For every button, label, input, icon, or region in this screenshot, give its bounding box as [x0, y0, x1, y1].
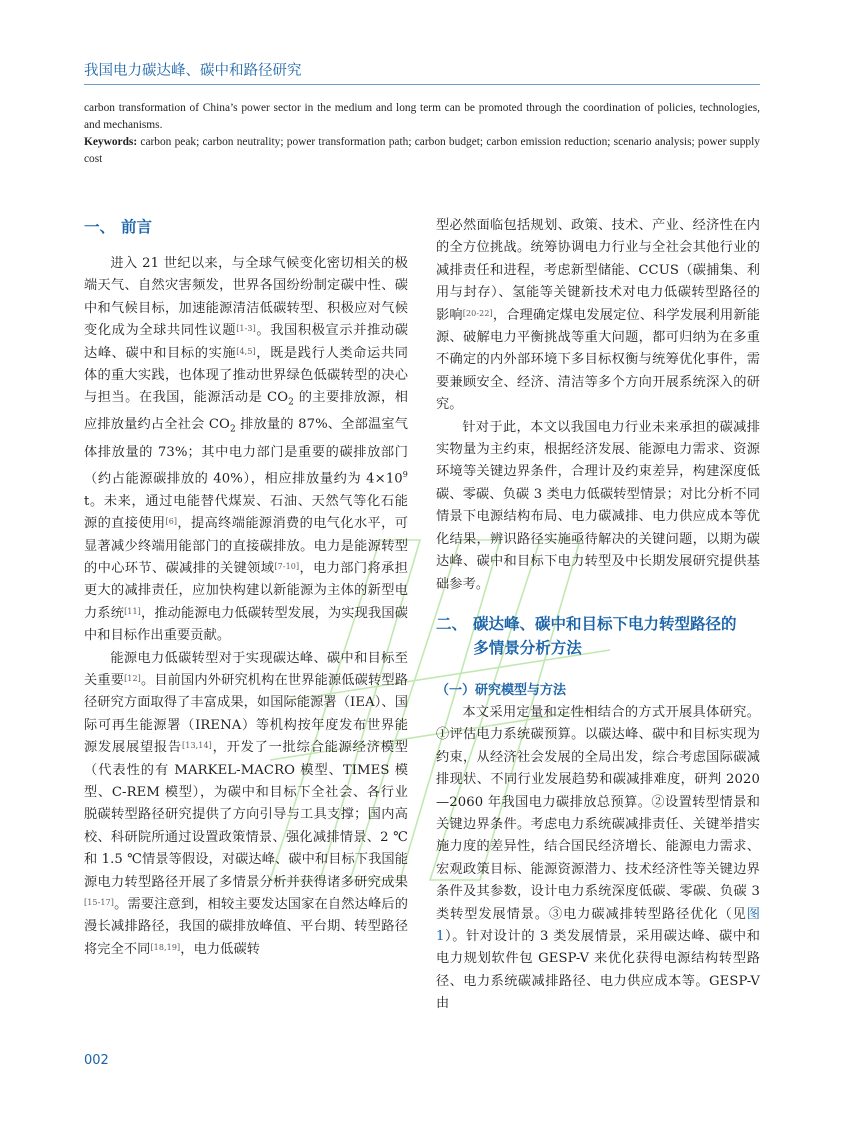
p3-text-a: 型必然面临包括规划、政策、技术、产业、经济性在内的全方位挑战。统筹协调电力行业与全社会其他行业的减排责任和进程，考虑新型储能、CCUS（碳捕集、利用与封存）、氢能等关键新技术对电力低碳转型路径的影响 [436, 218, 760, 323]
citation[interactable]: [4,5] [236, 346, 256, 356]
p1-text-b: 。我国积极宣示并推动碳达峰、碳中和目标的实施 [84, 323, 408, 361]
citation[interactable]: [1-3] [236, 324, 256, 334]
keywords-label: Keywords: [84, 136, 138, 148]
p1-text-d: 的主要排放源，相应排放量约占全社会 CO [84, 390, 408, 433]
subscript: 2 [288, 398, 294, 409]
subscript: 2 [229, 425, 236, 436]
section-1-heading [84, 215, 408, 239]
right-column [436, 215, 760, 1016]
paragraph-2 [84, 648, 408, 962]
citation[interactable]: [20-22] [462, 308, 493, 318]
p1-text-e: 排放量的 87%、全部温室气体排放量的 73%；其中电力部门是重要的碳排放部门（约占能源碳排放的 40%），相应排放量约为 4×10 [84, 417, 409, 487]
citation[interactable]: [7-10] [274, 561, 300, 571]
keywords-line [84, 134, 760, 168]
p2-text-d: 。需要注意到，相较主要发达国家在自然达峰后的漫长减排路径，我国的碳排放峰值、平台期、转型路径将完全不同 [84, 897, 408, 957]
section-2-number: 二、 [436, 614, 468, 633]
abstract-tail: carbon transformation of China’s power sector in the medium and long term can be promoted through the coordination of policies, technologies, and mechanisms. [84, 102, 760, 131]
p1-text-i: ，推动能源电力低碳转型发展，为实现我国碳中和目标作出重要贡献。 [84, 605, 408, 644]
citation[interactable]: [12] [124, 673, 141, 683]
p1-text-c: ，既是践行人类命运共同体的重大实践，也体现了推动世界绿色低碳转型的决心与担当。在我国，能源活动是 CO [84, 345, 408, 406]
section-2-title-line-1: 碳达峰、碳中和目标下电力转型路径的 [473, 614, 737, 633]
p2-text-b: 。目前国内外研究机构在世界能源低碳转型路径研究方面取得了丰富成果，如国际能源署（IEA）、国际可再生能源署（IRENA）等机构按年度发布世界能源发展展望报告 [84, 672, 408, 756]
p2-text-e: ，电力低碳转 [180, 941, 261, 957]
paragraph-1 [84, 253, 408, 648]
paragraph-5 [436, 702, 760, 1016]
p5-text-b: ）。针对设计的 3 类发展情景，采用碳达峰、碳中和电力规划软件包 GESP-V 来优化获得电源结构转型路径、电力系统碳减排路径、电力供应成本等。GESP-V 由 [436, 928, 760, 1012]
section-2-heading [436, 612, 760, 660]
p1-text-a: 进入 21 世纪以来，与全球气候变化密切相关的极端天气、自然灾害频发，世界各国纷纷制定碳中性、碳中和气候目标，加速能源清洁低碳转型、积极应对气候变化成为全球共同性议题 [84, 256, 408, 339]
p2-text-a: 能源电力低碳转型对于实现碳达峰、碳中和目标至关重要 [84, 650, 408, 688]
citation[interactable]: [13,14] [182, 741, 212, 751]
figure-1-link[interactable]: 图 1 [436, 906, 760, 944]
p1-text-g: ，提高终端能源消费的电气化水平，可显著减少终端用能部门的直接碳排放。电力是能源转型的中心环节、碳减排的关键领域 [84, 516, 408, 576]
section-1-number: 一、 [84, 218, 116, 236]
p5-text-a: 本文采用定量和定性相结合的方式开展具体研究。①评估电力系统碳预算。以碳达峰、碳中和目标实现为约束，从经济社会发展的全局出发，综合考虑国际碳减排现状、不同行业发展趋势和碳减排难度，研判 2020—2060 年我国电力碳排放总预算。②设置转型情景和关键边界条件。考虑电力系统碳减排责任、关键举措实施力度的差异性，结合国民经济增长、能源电力需求、宏观政策目标、能源资源潜力、技术经济性等关键边界条件及其参数，设计电力系统深度低碳、零碳、负碳 3 类转型发展情景。③电力碳减排转型路径优化（见 [436, 704, 760, 922]
subsection-1-heading: （一）研究模型与方法 [436, 682, 567, 698]
paragraph-3-continued [436, 215, 760, 417]
left-column [84, 215, 408, 961]
section-1-title: 前言 [121, 218, 153, 236]
p3-text-b: ，合理确定煤电发展定位、科学发展利用新能源、破解电力平衡挑战等重大问题，都可归纳为在多重不确定的内外部环境下多目标权衡与统筹优化事件，需要兼顾安全、经济、清洁等多个方向开展系统深入的研究。 [436, 307, 761, 413]
page-number: 002 [84, 1053, 109, 1068]
citation[interactable]: [18,19] [150, 942, 181, 952]
citation[interactable]: [6] [165, 517, 178, 527]
exponent: 9 [402, 469, 408, 479]
p1-text-f: t。未来，通过电能替代煤炭、石油、天然气等化石能源的直接使用 [84, 493, 408, 532]
keywords-text: carbon peak; carbon neutrality; power transformation path; carbon budget; carbon emission reduction; scenario analysis; power supply cost [84, 136, 760, 165]
citation[interactable]: [15-17] [84, 898, 115, 908]
citation[interactable]: [11] [124, 606, 141, 616]
running-head-title: 我国电力碳达峰、碳中和路径研究 [84, 59, 760, 85]
paragraph-4: 针对于此，本文以我国电力行业未来承担的碳减排实物量为主约束，根据经济发展、能源电力需求、资源环境等关键边界条件，合理计及约束差异，构建深度低碳、零碳、负碳 3 类电力低碳转型情景；对比分析不同情景下电源结构布局、电力碳减排、电力供应成本等优化结果，辨识路径实施亟待解决的关键问题，以期为碳达峰、碳中和目标下电力转型及中长期发展研究提供基础参考。 [436, 419, 760, 592]
english-abstract [84, 100, 760, 168]
p1-text-h: ，电力部门将承担更大的减排责任，应加快构建以新能源为主体的新型电力系统 [84, 560, 408, 621]
section-2-title-line-2: 多情景分析方法 [473, 638, 582, 657]
p2-text-c: ，开发了一批综合能源经济模型（代表性的有 MARKEL-MACRO 模型、TIMES 模型、C-REM 模型），为碳中和目标下全社会、各行业脱碳转型路径研究提供了方向引导与工具支撑；国内高校、科研院所通过设置政策情景、强化减排情景、2 ℃和 1.5 ℃情景等假设，对碳达峰、碳中和目标下我国能源电力转型路径开展了多情景分析并获得诸多研究成果 [84, 740, 408, 890]
